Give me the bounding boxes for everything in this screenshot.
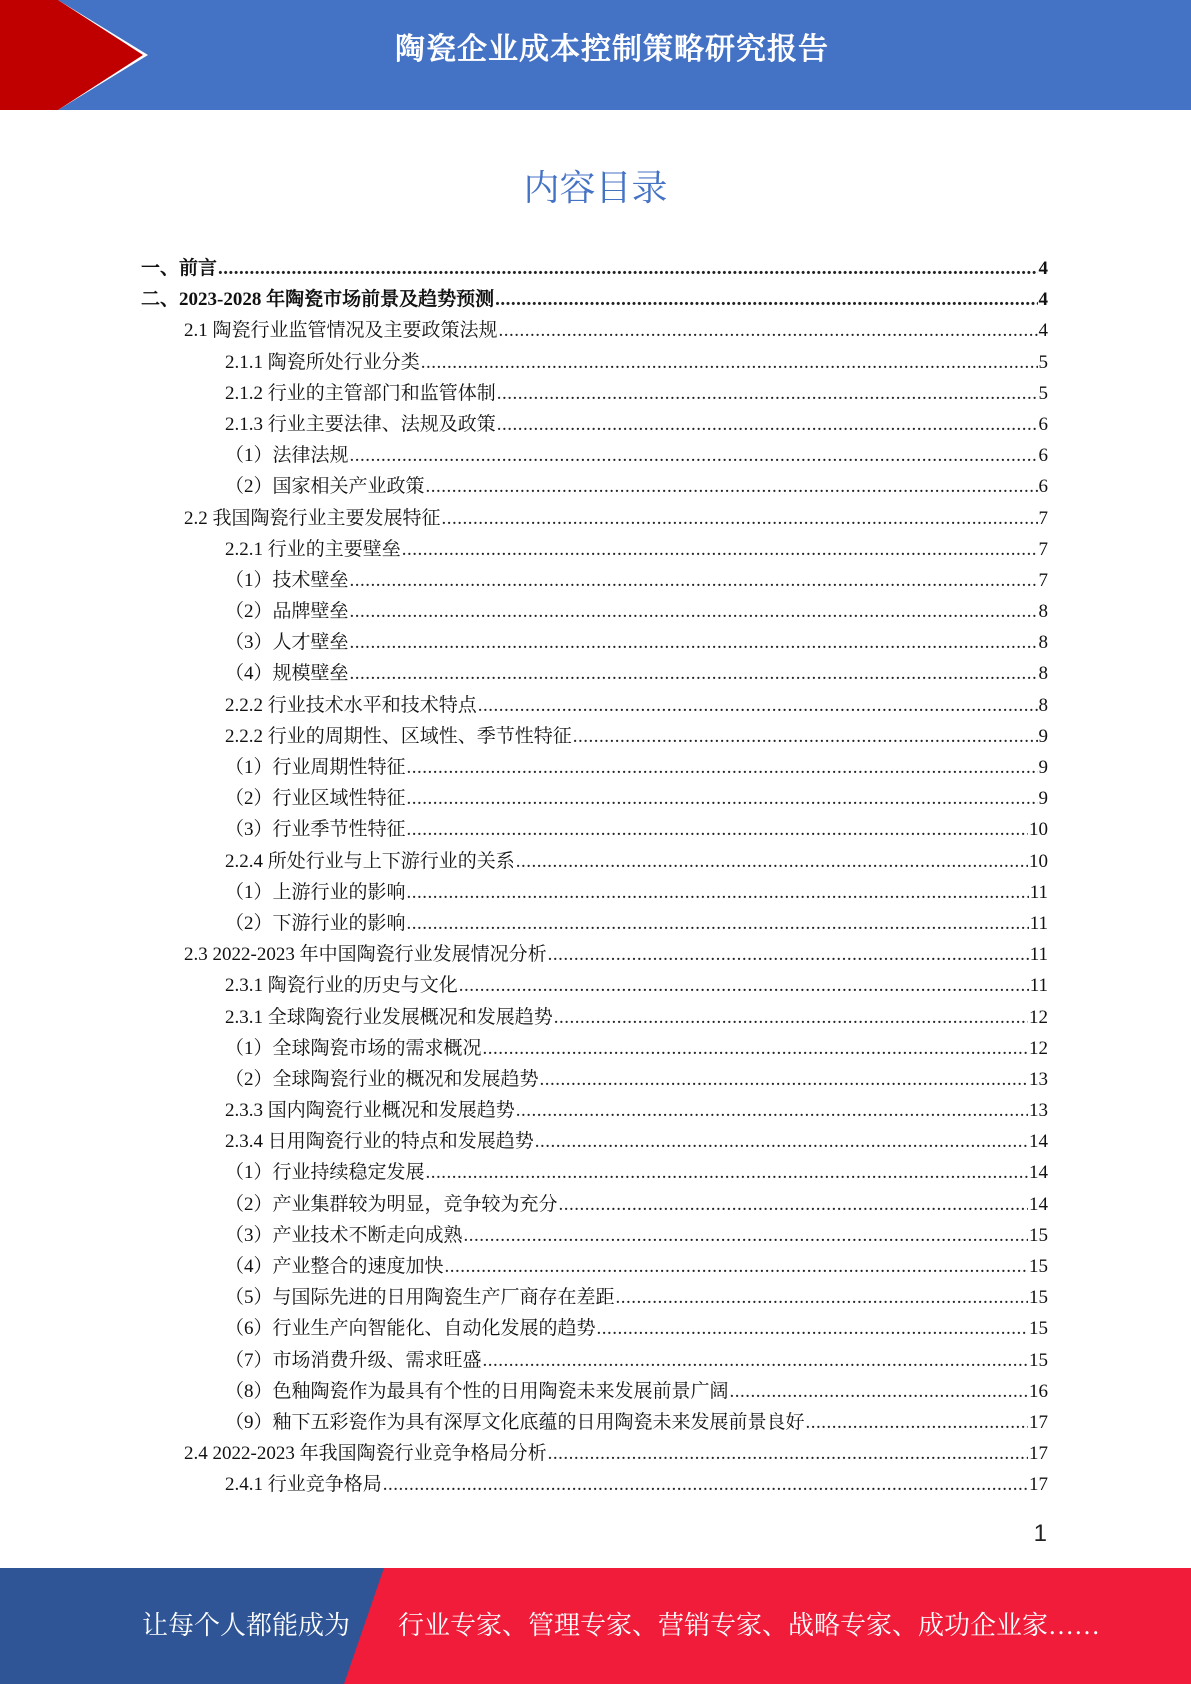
toc-dot-leader	[426, 1157, 1028, 1188]
toc-entry-page: 12	[1029, 1037, 1048, 1059]
toc-dot-leader	[597, 1313, 1028, 1344]
page-footer	[0, 1568, 1191, 1684]
toc-entry-label: 2.2.2 行业技术水平和技术特点	[225, 694, 477, 716]
toc-entry[interactable]	[141, 658, 1048, 689]
toc-entry[interactable]	[141, 752, 1048, 783]
toc-dot-leader	[478, 690, 1038, 721]
toc-entry-label: （2）全球陶瓷行业的概况和发展趋势	[225, 1068, 539, 1090]
toc-entry-page: 5	[1038, 382, 1048, 404]
toc-dot-leader	[616, 1282, 1028, 1313]
toc-entry-label: （3）行业季节性特征	[225, 819, 406, 841]
toc-entry-label: 2.2 我国陶瓷行业主要发展特征	[184, 507, 441, 529]
toc-dot-leader	[559, 1189, 1028, 1220]
toc-entry[interactable]	[141, 409, 1048, 440]
toc-entry-page: 17	[1029, 1443, 1048, 1465]
toc-entry-label: （3）人才壁垒	[225, 632, 349, 654]
toc-entry[interactable]	[141, 596, 1048, 627]
toc-entry-label: 2.1 陶瓷行业监管情况及主要政策法规	[184, 320, 498, 342]
toc-entry[interactable]	[141, 877, 1048, 908]
toc-entry-page: 15	[1029, 1287, 1048, 1309]
toc-entry-label: 2.3.1 陶瓷行业的历史与文化	[225, 975, 458, 997]
toc-dot-leader	[495, 284, 1037, 315]
toc-entry[interactable]	[141, 783, 1048, 814]
toc-dot-leader	[383, 1469, 1028, 1500]
toc-entry[interactable]	[141, 1313, 1048, 1344]
toc-dot-leader	[806, 1407, 1028, 1438]
toc-entry[interactable]	[141, 1376, 1048, 1407]
toc-entry-page: 15	[1029, 1318, 1048, 1340]
toc-entry-page: 8	[1038, 694, 1048, 716]
toc-entry[interactable]	[141, 1033, 1048, 1064]
toc-dot-leader	[350, 658, 1038, 689]
toc-dot-leader	[350, 565, 1038, 596]
toc-entry[interactable]	[141, 1438, 1048, 1469]
toc-entry-label: （1）行业周期性特征	[225, 757, 406, 778]
toc-dot-leader	[554, 1002, 1028, 1033]
toc-dot-leader	[516, 846, 1028, 877]
toc-dot-leader	[464, 1220, 1028, 1251]
toc-entry-page: 13	[1029, 1068, 1048, 1090]
toc-dot-leader	[535, 1126, 1028, 1157]
toc-entry-label: （1）行业持续稳定发展	[225, 1162, 425, 1184]
toc-dot-leader	[548, 1438, 1028, 1469]
toc-dot-leader	[548, 939, 1029, 970]
page-number: 1	[1033, 1520, 1047, 1547]
toc-entry-label: 2.2.2 行业的周期性、区域性、季节性特征	[225, 725, 572, 747]
toc-entry-label: 2.4 2022-2023 年我国陶瓷行业竞争格局分析	[184, 1443, 547, 1465]
page-header	[0, 0, 1191, 110]
toc-dot-leader	[445, 1251, 1028, 1282]
toc-entry[interactable]	[141, 1220, 1048, 1251]
toc-entry[interactable]	[141, 284, 1048, 315]
toc-entry[interactable]	[141, 503, 1048, 534]
toc-entry[interactable]	[141, 1251, 1048, 1282]
toc-entry-label: 2.3.3 国内陶瓷行业概况和发展趋势	[225, 1100, 515, 1122]
toc-entry-label: 一、前言	[141, 258, 218, 279]
toc-dot-leader	[407, 752, 1038, 783]
toc-entry[interactable]	[141, 347, 1048, 378]
toc-entry-page: 16	[1029, 1380, 1048, 1402]
toc-entry-page: 13	[1029, 1100, 1048, 1122]
toc-entry-page: 4	[1038, 289, 1048, 311]
toc-dot-leader	[497, 378, 1038, 409]
toc-entry[interactable]	[141, 253, 1048, 284]
toc-entry-label: （2）品牌壁垒	[225, 601, 349, 623]
toc-entry-page: 11	[1029, 881, 1048, 903]
toc-entry-label: （1）全球陶瓷市场的需求概况	[225, 1037, 482, 1059]
toc-entry-label: （5）与国际先进的日用陶瓷生产厂商存在差距	[225, 1287, 615, 1309]
toc-entry[interactable]	[141, 440, 1048, 471]
toc-entry-label: （4）产业整合的速度加快	[225, 1256, 444, 1277]
toc-entry-page: 11	[1029, 975, 1048, 997]
toc-entry[interactable]	[141, 1002, 1048, 1033]
toc-entry[interactable]	[141, 939, 1048, 970]
toc-entry-label: （1）法律法规	[225, 445, 349, 467]
toc-entry-label: （2）国家相关产业政策	[225, 476, 425, 498]
toc-entry-page: 10	[1029, 819, 1048, 841]
toc-entry[interactable]	[141, 1126, 1048, 1157]
toc-entry-page: 5	[1038, 351, 1048, 373]
toc-entry-label: （2）下游行业的影响	[225, 912, 406, 934]
toc-dot-leader	[483, 1033, 1028, 1064]
toc-entry-label: 2.1.2 行业的主管部门和监管体制	[225, 382, 496, 404]
toc-entry[interactable]	[141, 846, 1048, 877]
toc-entry[interactable]	[141, 1064, 1048, 1095]
toc-dot-leader	[350, 440, 1038, 471]
toc-dot-leader	[442, 503, 1038, 534]
toc-entry-label: 2.1.1 陶瓷所处行业分类	[225, 351, 420, 373]
toc-entry-page: 6	[1038, 476, 1048, 498]
toc-entry-page: 10	[1029, 850, 1048, 872]
toc-dot-leader	[540, 1064, 1028, 1095]
toc-entry[interactable]	[141, 1407, 1048, 1438]
toc-entry[interactable]	[141, 1345, 1048, 1376]
toc-dot-leader	[402, 534, 1038, 565]
toc-entry-label: （1）技术壁垒	[225, 569, 349, 591]
toc-entry-page: 6	[1038, 413, 1048, 435]
toc-entry[interactable]	[141, 1157, 1048, 1188]
toc-entry-label: 二、2023-2028 年陶瓷市场前景及趋势预测	[141, 289, 495, 311]
toc-entry-page: 6	[1038, 445, 1048, 467]
toc-entry-page: 11	[1029, 944, 1048, 966]
toc-dot-leader	[218, 253, 1037, 284]
toc-entry-label: （4）规模壁垒	[225, 663, 349, 685]
toc-dot-leader	[730, 1376, 1028, 1407]
toc-entry[interactable]	[141, 378, 1048, 409]
toc-entry[interactable]	[141, 1469, 1048, 1500]
toc-dot-leader	[350, 596, 1038, 627]
toc-entry[interactable]	[141, 627, 1048, 658]
toc-entry-page: 8	[1038, 663, 1048, 685]
toc-entry-page: 8	[1038, 601, 1048, 623]
toc-entry-page: 7	[1038, 569, 1048, 591]
toc-dot-leader	[421, 347, 1038, 378]
toc-heading: 内容目录	[523, 168, 668, 209]
toc-entry-page: 11	[1029, 912, 1048, 934]
footer-slogan-right: 行业专家、管理专家、营销专家、战略专家、成功企业家……	[398, 1611, 1101, 1640]
toc-entry-page: 8	[1038, 632, 1048, 654]
toc-dot-leader	[459, 970, 1029, 1001]
toc-entry[interactable]	[141, 1282, 1048, 1313]
toc-entry-page: 4	[1038, 258, 1048, 279]
toc-entry-page: 9	[1038, 725, 1048, 747]
toc-dot-leader	[516, 1095, 1028, 1126]
toc-entry-label: （1）上游行业的影响	[225, 881, 406, 903]
toc-dot-leader	[407, 877, 1029, 908]
toc-entry-page: 7	[1038, 507, 1048, 529]
toc-entry-label: 2.2.1 行业的主要壁垒	[225, 538, 401, 560]
toc-entry[interactable]	[141, 721, 1048, 752]
toc-entry-page: 7	[1038, 538, 1048, 560]
toc-dot-leader	[407, 814, 1028, 845]
toc-entry-label: 2.4.1 行业竞争格局	[225, 1474, 382, 1496]
toc-entry-label: 2.3.4 日用陶瓷行业的特点和发展趋势	[225, 1131, 534, 1153]
toc-dot-leader	[573, 721, 1038, 752]
toc-dot-leader	[483, 1345, 1028, 1376]
toc-entry-page: 14	[1029, 1193, 1048, 1215]
toc-entry[interactable]	[141, 1189, 1048, 1220]
footer-slogan-left: 让每个人都能成为	[142, 1611, 351, 1640]
toc-entry[interactable]	[141, 970, 1048, 1001]
toc-dot-leader	[499, 315, 1038, 346]
toc-entry[interactable]	[141, 690, 1048, 721]
toc-entry-page: 14	[1029, 1162, 1048, 1184]
report-title: 陶瓷企业成本控制策略研究报告	[395, 32, 829, 67]
toc-dot-leader	[426, 471, 1038, 502]
toc-entry-page: 9	[1038, 788, 1048, 810]
toc-entry-label: （7）市场消费升级、需求旺盛	[225, 1349, 482, 1371]
toc-entry[interactable]	[141, 1095, 1048, 1126]
toc-entry-page: 12	[1029, 1006, 1048, 1028]
toc-entry[interactable]	[141, 908, 1048, 939]
toc-entry[interactable]	[141, 814, 1048, 845]
toc-entry-label: 2.1.3 行业主要法律、法规及政策	[225, 413, 496, 435]
toc-entry-page: 15	[1029, 1256, 1048, 1277]
toc-entry-page: 17	[1029, 1474, 1048, 1496]
toc-entry-label: （8）色釉陶瓷作为最具有个性的日用陶瓷未来发展前景广阔	[225, 1380, 729, 1402]
toc-entry[interactable]	[141, 565, 1048, 596]
toc-entry-label: （9）釉下五彩瓷作为具有深厚文化底蕴的日用陶瓷未来发展前景良好	[225, 1411, 805, 1433]
toc-entry-page: 17	[1029, 1411, 1048, 1433]
toc-entry-page: 9	[1038, 757, 1048, 778]
toc-entry[interactable]	[141, 534, 1048, 565]
toc-dot-leader	[407, 783, 1038, 814]
toc-entry-page: 14	[1029, 1131, 1048, 1153]
table-of-contents	[141, 253, 1048, 1501]
toc-entry-label: （2）产业集群较为明显，竞争较为充分	[225, 1193, 558, 1215]
toc-entry-page: 15	[1029, 1349, 1048, 1371]
toc-entry-label: （3）产业技术不断走向成熟	[225, 1224, 463, 1246]
toc-entry-page: 4	[1038, 320, 1048, 342]
toc-entry-label: 2.2.4 所处行业与上下游行业的关系	[225, 850, 515, 872]
toc-entry-label: （2）行业区域性特征	[225, 788, 406, 810]
toc-dot-leader	[497, 409, 1038, 440]
toc-entry-label: 2.3.1 全球陶瓷行业发展概况和发展趋势	[225, 1006, 553, 1028]
toc-entry[interactable]	[141, 315, 1048, 346]
toc-entry-label: 2.3 2022-2023 年中国陶瓷行业发展情况分析	[184, 944, 547, 966]
toc-entry-page: 15	[1029, 1224, 1048, 1246]
toc-dot-leader	[350, 627, 1038, 658]
toc-entry[interactable]	[141, 471, 1048, 502]
toc-dot-leader	[407, 908, 1029, 939]
toc-entry-label: （6）行业生产向智能化、自动化发展的趋势	[225, 1318, 596, 1340]
